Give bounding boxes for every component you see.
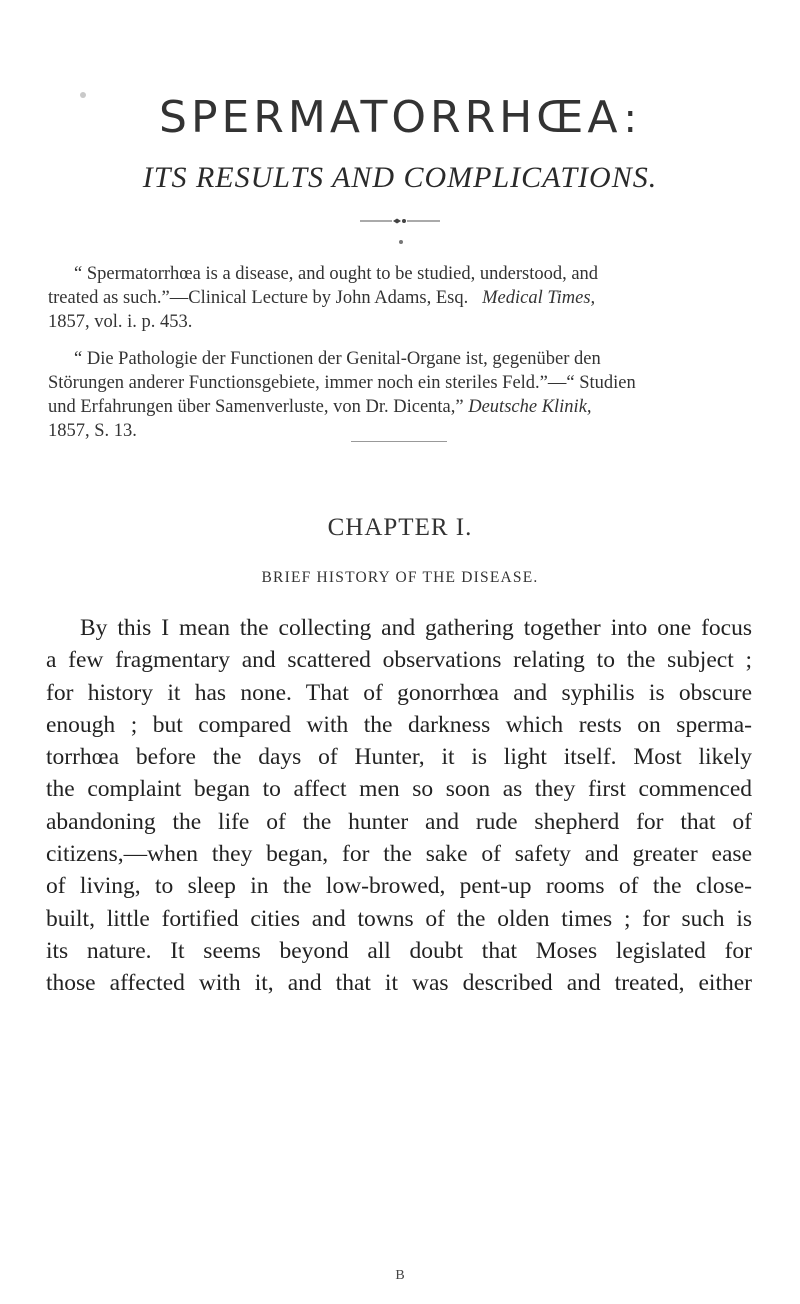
ornament-divider [360,217,440,225]
body-line: its nature. It seems beyond all doubt that Moses legislated for [46,937,752,964]
epigraph-line: 1857, S. 13. [48,421,137,441]
book-title-colon: : [623,96,641,142]
epigraph-line: “ Spermatorrhœa is a disease, and ought to be studied, understood, and [74,264,599,284]
chapter-label: CHAPTER I. [327,514,473,541]
body-line: a few fragmentary and scattered observations relating to the subject ; [46,647,752,674]
epigraph-line-text: treated as such.”—Clinical Lecture by John Adams, Esq. [48,288,469,308]
signature-mark: B [395,1268,405,1283]
body-line: of living, to sleep in the low-browed, pent-up rooms of the close- [46,873,752,900]
body-line: torrhœa before the days of Hunter, it is light itself. Most likely [46,744,752,771]
body-line: built, little fortified cities and towns of the olden times ; for such is [46,905,752,932]
section-rule [351,441,447,442]
body-line: enough ; but compared with the darkness which rests on sperma- [46,711,752,738]
epigraph-line [48,286,748,310]
book-subtitle: ITS RESULTS AND COMPLICATIONS. [142,161,658,194]
epigraph-line: Störungen anderer Functionsgebiete, immer noch ein steriles Feld.”—“ Studien [48,373,636,393]
epigraph-adams [48,262,748,334]
body-line: for history it has none. That of gonorrhœa and syphilis is obscure [46,679,752,706]
epigraph-journal: Deutsche Klinik, [468,397,592,417]
body-line: those affected with it, and that it was described and treated, either [46,970,752,997]
book-title [0,92,800,143]
body-line: abandoning the life of the hunter and rude shepherd for that of [46,808,752,835]
ornament-dot [399,240,403,244]
epigraph-line: 1857, vol. i. p. 453. [48,312,193,332]
body-line: By this I mean the collecting and gathering together into one focus [80,615,752,641]
epigraph-dicenta [48,347,748,443]
body-line: the complaint began to affect men so soon as they first commenced [46,776,752,803]
epigraph-line-text: und Erfahrungen über Samenverluste, von Dr. Dicenta,” [48,397,464,417]
body-paragraph [46,612,752,1000]
book-title-text: SPERMATORRHŒA [159,92,622,143]
body-line: citizens,—when they began, for the sake of safety and greater ease [46,841,752,868]
epigraph-line [48,395,748,419]
epigraph-line: “ Die Pathologie der Functionen der Genital-Organe ist, gegenüber den [74,349,601,369]
epigraph-journal: Medical Times, [482,288,596,308]
chapter-heading: BRIEF HISTORY OF THE DISEASE. [261,569,539,586]
